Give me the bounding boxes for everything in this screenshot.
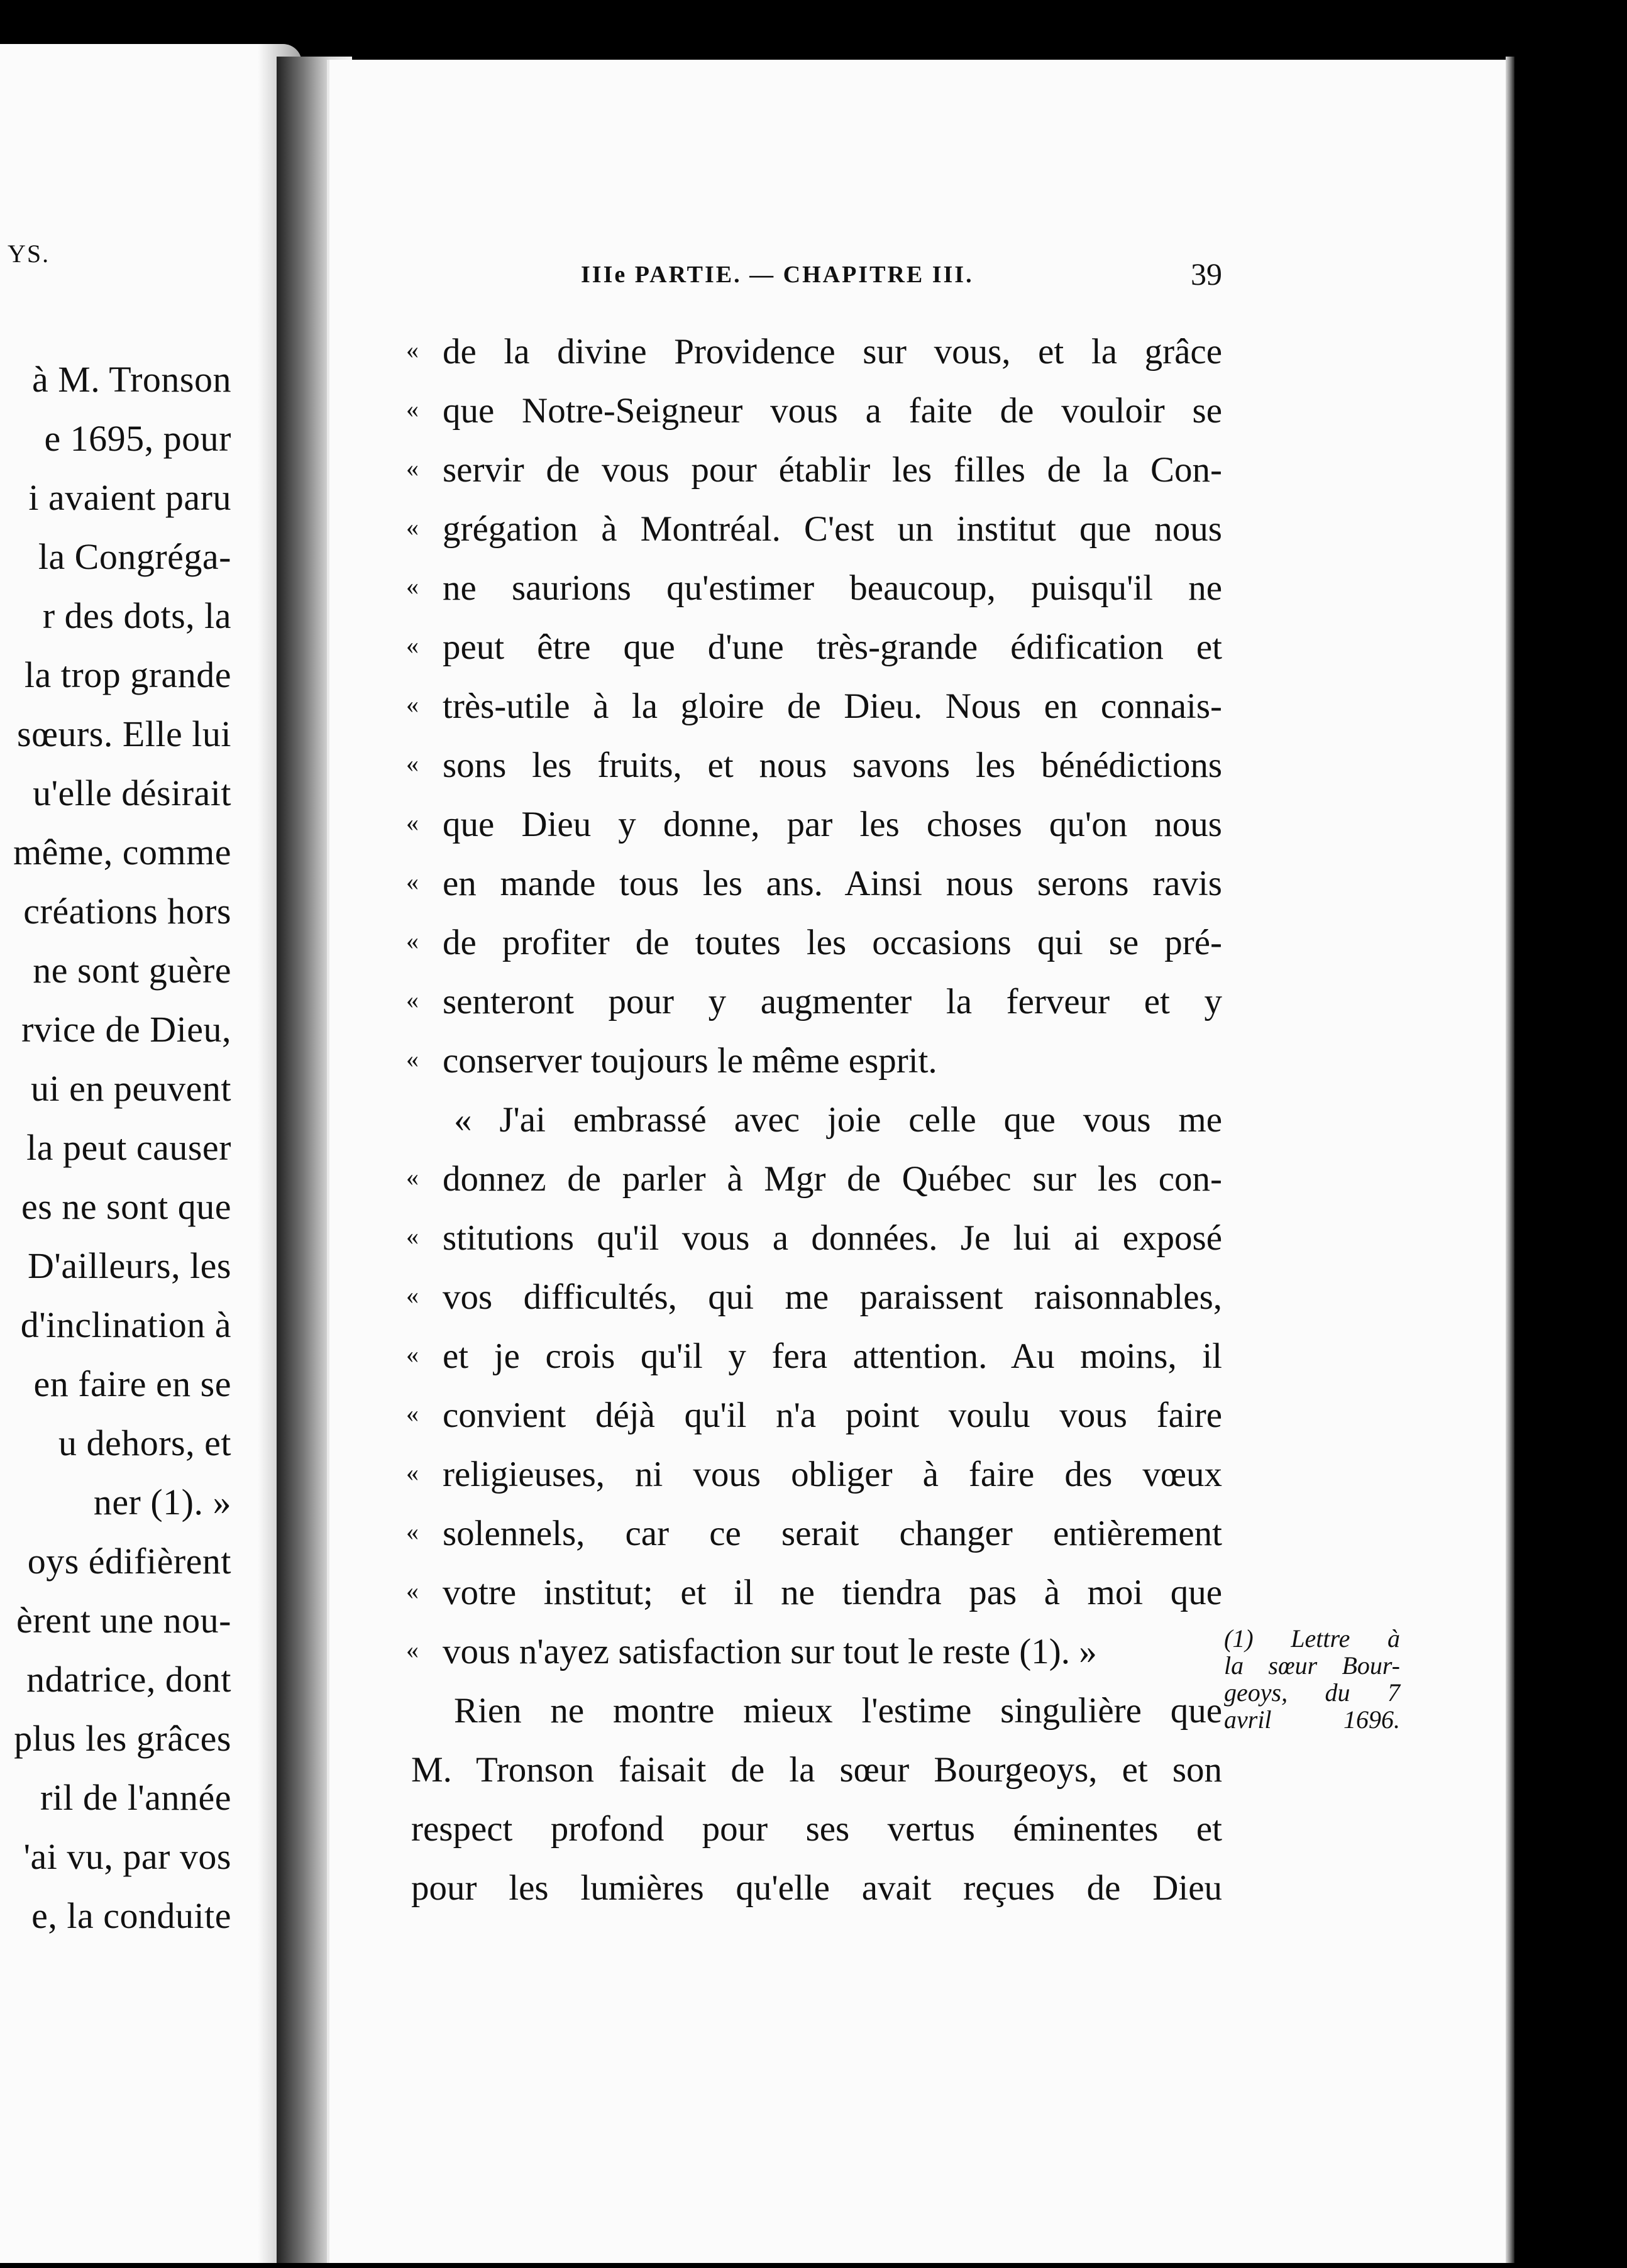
previous-page-line: à M. Tronson [31,359,231,400]
body-line: M. Tronson faisait de la sœur Bourgeoys, et son [411,1750,1222,1790]
body-line: ne saurions qu'estimer beaucoup, puisqu'il ne [443,568,1222,608]
quote-mark: « [406,1458,419,1487]
quote-mark: « [406,513,419,541]
previous-page-line: ne sont guère [33,950,231,991]
body-line: pour les lumières qu'elle avait reçues de Dieu [411,1868,1222,1908]
body-line: de profiter de toutes les occasions qui se pré- [443,923,1222,962]
body-line: stitutions qu'il vous a données. Je lui ai exposé [443,1218,1222,1258]
previous-page-line: oys édifièrent [27,1541,231,1582]
current-page [327,60,1511,2263]
previous-page-line: la peut causer [26,1127,231,1168]
body-line: sons les fruits, et nous savons les bénédictions [443,746,1222,785]
previous-page-line: d'inclination à [20,1304,231,1345]
quote-mark: « [406,454,419,482]
previous-page-line: sœurs. Elle lui [17,713,231,754]
running-header-title: IIIe PARTIE. — CHAPITRE III. [581,261,974,288]
body-line: grégation à Montréal. C'est un institut que nous [443,509,1222,549]
quote-mark: « [406,1281,419,1309]
quote-mark: « [406,1045,419,1073]
quote-mark: « [406,631,419,659]
previous-page-line: D'ailleurs, les [28,1245,231,1286]
previous-page-line: la trop grande [24,654,231,695]
previous-page-line: es ne sont que [21,1186,231,1227]
body-line: très-utile à la gloire de Dieu. Nous en connais- [443,686,1222,726]
quote-mark: « [406,1163,419,1191]
running-header [329,256,1222,299]
previous-page-line: plus les grâces [14,1718,231,1759]
page-edge [1506,57,1514,2263]
body-line: donnez de parler à Mgr de Québec sur les con- [443,1159,1222,1199]
previous-page-line: i avaient paru [28,477,231,518]
quote-mark: « [406,1517,419,1546]
quote-mark: « [406,808,419,837]
previous-page-line: en faire en se [33,1363,231,1404]
body-line: et je crois qu'il y fera attention. Au moins, il [443,1336,1222,1376]
quote-mark: « [406,867,419,896]
body-line: solennels, car ce serait changer entièrement [443,1514,1222,1553]
body-line: que Dieu y donne, par les choses qu'on nous [443,805,1222,844]
previous-page-line: ril de l'année [40,1777,231,1818]
previous-page-header: YS. [8,239,50,268]
quote-mark: « [406,1577,419,1605]
body-line: religieuses, ni vous obliger à faire des vœux [443,1455,1222,1494]
body-line: senteront pour y augmenter la ferveur et y [443,982,1222,1021]
body-line: vos difficultés, qui me paraissent raisonnables, [443,1277,1222,1317]
previous-page-line: ui en peuvent [31,1068,231,1109]
previous-page-line: créations hors [23,891,231,932]
previous-page-line: ndatrice, dont [26,1659,231,1700]
previous-page-line: rvice de Dieu, [21,1009,231,1050]
quote-mark: « [406,927,419,955]
quote-mark: « [406,1636,419,1664]
quote-mark: « [406,336,419,364]
quote-mark: « [406,1340,419,1368]
body-line: « J'ai embrassé avec joie celle que vous me [454,1100,1222,1140]
quote-mark: « [406,572,419,600]
previous-page-line: u dehors, et [58,1423,231,1463]
quote-mark: « [406,1399,419,1428]
footnote-line: avril 1696. [1224,1705,1400,1734]
body-line: servir de vous pour établir les filles de la Con- [443,450,1222,490]
previous-page-line: ner (1). » [93,1482,231,1522]
quote-mark: « [406,749,419,778]
previous-page-line: même, comme [13,832,231,873]
previous-page-line: e 1695, pour [44,418,231,459]
marginal-footnote [1224,1625,1400,1733]
body-line: que Notre-Seigneur vous a faite de vouloir se [443,391,1222,431]
previous-page-line: e, la conduite [31,1895,231,1936]
quote-mark: « [406,1222,419,1250]
quote-mark: « [406,690,419,718]
previous-page-line: r des dots, la [42,595,231,636]
body-line: conserver toujours le même esprit. [443,1041,937,1081]
previous-page-line: 'ai vu, par vos [23,1836,231,1877]
page-number: 39 [1191,256,1222,292]
footnote-line: (1) Lettre à [1224,1624,1400,1653]
body-line: en mande tous les ans. Ainsi nous serons ravis [443,864,1222,903]
footnote-line: geoys, du 7 [1224,1678,1400,1707]
body-line: votre institut; et il ne tiendra pas à moi que [443,1573,1222,1612]
body-line: de la divine Providence sur vous, et la grâce [443,332,1222,372]
body-line: convient déjà qu'il n'a point voulu vous faire [443,1395,1222,1435]
previous-page-line: èrent une nou- [16,1600,231,1641]
footnote-line: la sœur Bour- [1224,1651,1400,1680]
quote-mark: « [406,986,419,1014]
body-line: Rien ne montre mieux l'estime singulière que [454,1691,1222,1731]
body-line: peut être que d'une très-grande édification et [443,627,1222,667]
body-line: vous n'ayez satisfaction sur tout le reste (1). » [443,1632,1097,1671]
previous-page-line: u'elle désirait [33,773,231,813]
previous-page [0,44,302,2263]
previous-page-line: la Congréga- [38,536,231,577]
body-line: respect profond pour ses vertus éminentes et [411,1809,1222,1849]
quote-mark: « [406,395,419,423]
